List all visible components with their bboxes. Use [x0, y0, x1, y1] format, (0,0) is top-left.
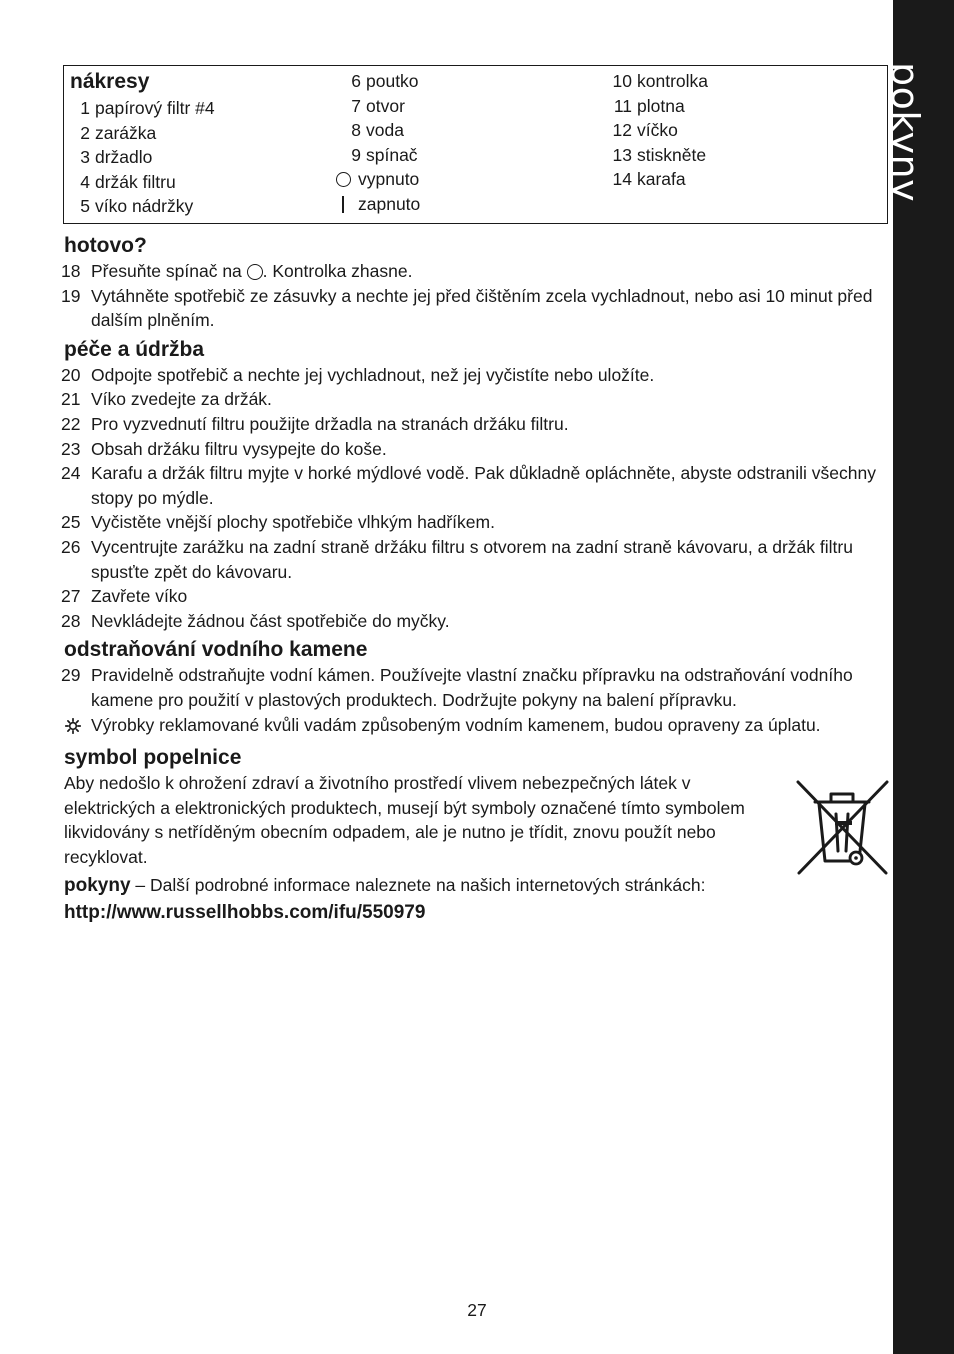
item-text: Odpojte spotřebič a nechte jej vychladnout, než jej vyčistíte nebo uložíte.	[91, 364, 655, 385]
parts-column-3	[612, 69, 708, 192]
parts-item	[612, 94, 708, 119]
list-item-29	[61, 663, 894, 712]
parts-item-label: otvor	[366, 95, 405, 116]
parts-item-label: stiskněte	[637, 144, 707, 165]
parts-item-switch-off	[341, 167, 420, 192]
recycling-paragraph: Aby nedošlo k ohrožení zdraví a životního prostředí vlivem nebezpečných látek v elektrických a elektronických produktech, musejí být symboly označené tímto symbolem likvidovány s netříděným obecním odpadem, ale je nutno je třídit, znovu použít nebo recyklovat.	[64, 773, 745, 867]
list-item-19	[61, 284, 894, 333]
parts-item-label: víčko	[637, 120, 678, 141]
item-text-after: . Kontrolka zhasne.	[262, 261, 413, 281]
parts-item-label: zarážka	[95, 122, 157, 143]
parts-item-label: poutko	[366, 71, 419, 91]
parts-item-label: víko nádržky	[95, 196, 194, 217]
item-number: 18	[61, 261, 81, 281]
list-item	[61, 609, 894, 634]
parts-item-number: 7	[351, 95, 361, 116]
parts-column-2	[341, 69, 420, 217]
more-info-url[interactable]: http://www.russellhobbs.com/ifu/550979	[64, 902, 426, 924]
parts-item-number: 11	[613, 95, 632, 116]
parts-item-switch-on	[341, 192, 420, 217]
side-tab	[893, 0, 954, 1354]
parts-item	[341, 94, 420, 119]
parts-item	[70, 121, 215, 146]
parts-item-label: papírový filtr #4	[95, 98, 215, 118]
section-title-descaling: odstraňování vodního kamene	[64, 638, 368, 662]
parts-item-number: 12	[612, 120, 632, 141]
switch-on-label: zapnuto	[358, 193, 421, 214]
parts-item	[341, 69, 420, 94]
parts-item-number: 10	[612, 71, 632, 91]
item-text-before: Přesuňte spínač na	[91, 261, 247, 281]
sun-icon	[65, 718, 81, 734]
item-number: 25	[61, 512, 81, 533]
item-number: 28	[61, 610, 81, 631]
list-item	[61, 363, 894, 388]
parts-item-number: 5	[80, 196, 90, 217]
parts-item-label: spínač	[366, 144, 418, 165]
parts-column-1	[70, 68, 215, 219]
parts-item-number: 13	[612, 144, 632, 165]
item-number: 29	[61, 665, 81, 686]
item-text: Obsah držáku filtru vysypejte do koše.	[91, 438, 387, 459]
item-number: 22	[61, 413, 81, 434]
parts-item-number: 1	[80, 98, 90, 118]
parts-item-label: držadlo	[95, 147, 153, 168]
parts-item-number: 8	[351, 120, 361, 141]
parts-item-label: voda	[366, 120, 404, 141]
switch-off-circle-icon	[336, 172, 351, 187]
switch-on-bar-icon	[342, 196, 345, 213]
list-item	[61, 387, 894, 412]
parts-item	[612, 69, 708, 94]
list-item	[61, 510, 894, 535]
parts-item-label: držák filtru	[95, 171, 176, 192]
item-number: 19	[61, 285, 81, 306]
list-item	[61, 535, 894, 584]
list-item	[61, 584, 894, 609]
parts-item	[612, 167, 708, 192]
parts-item	[70, 170, 215, 195]
section-title-care: péče a údržba	[64, 337, 205, 361]
parts-item-number: 9	[351, 144, 361, 165]
parts-item-number: 4	[80, 171, 90, 192]
parts-item	[612, 118, 708, 143]
parts-item-label: karafa	[637, 169, 686, 190]
item-text: Karafu a držák filtru myjte v horké mýdlové vodě. Pak důkladně opláchněte, abyste odstranili všechny stopy po mýdle.	[91, 463, 876, 508]
item-number: 20	[61, 364, 81, 385]
descaling-note	[64, 713, 894, 738]
item-text: Pravidelně odstraňujte vodní kámen. Používejte vlastní značku přípravku na odstraňování vodního kamene pro použití v plastových produktech. Dodržujte pokyny na balení přípravku.	[91, 665, 853, 710]
parts-item-number: 6	[351, 71, 361, 91]
more-info-label: pokyny	[64, 875, 131, 897]
item-text: Nevkládejte žádnou část spotřebiče do myčky.	[91, 610, 450, 631]
parts-diagram-box	[63, 65, 888, 224]
item-number: 26	[61, 536, 81, 557]
parts-item-label: plotna	[637, 95, 685, 116]
item-number: 27	[61, 586, 81, 607]
item-text: Zavřete víko	[91, 586, 188, 607]
item-number: 24	[61, 463, 81, 484]
parts-item-number: 3	[80, 147, 90, 168]
parts-item-number: 2	[80, 122, 90, 143]
parts-item-label: kontrolka	[637, 71, 709, 91]
note-text: Výrobky reklamované kvůli vadám způsobeným vodním kamenem, budou opraveny za úplatu.	[91, 714, 821, 735]
parts-item-number: 14	[612, 169, 632, 190]
list-item-18	[61, 259, 894, 284]
parts-item	[70, 194, 215, 219]
more-info-text: – Další podrobné informace naleznete na našich internetových stránkách:	[130, 875, 706, 896]
more-info-line	[64, 873, 894, 899]
item-text: Vycentrujte zarážku na zadní straně držáku filtru s otvorem na zadní straně kávovaru, a držák filtru spusťte zpět do kávovaru.	[91, 536, 853, 582]
parts-item	[70, 145, 215, 170]
section-title-done: hotovo?	[64, 234, 147, 257]
item-text: Víko zvedejte za držák.	[91, 389, 272, 410]
main-content	[61, 229, 894, 926]
switch-off-circle-icon	[247, 264, 263, 280]
item-text: Vyčistěte vnější plochy spotřebiče vlhkým hadříkem.	[91, 512, 495, 533]
switch-off-label: vypnuto	[358, 169, 420, 190]
side-tab-label: pokyny	[883, 62, 927, 203]
item-text: Vytáhněte spotřebič ze zásuvky a nechte jej před čištěním zcela vychladnout, nebo asi 10 minut před dalším plněním.	[91, 285, 873, 331]
item-number: 21	[61, 389, 81, 410]
list-item	[61, 461, 894, 510]
parts-item	[341, 143, 420, 168]
section-title-recycling: symbol popelnice	[64, 746, 242, 770]
list-item	[61, 437, 894, 462]
parts-item	[341, 118, 420, 143]
parts-title: nákresy	[70, 70, 150, 93]
parts-item	[70, 96, 215, 121]
parts-item	[612, 143, 708, 168]
crossed-out-bin-icon	[795, 779, 890, 877]
page-number: 27	[467, 1300, 487, 1320]
item-text: Pro vyzvednutí filtru použijte držadla na stranách držáku filtru.	[91, 413, 569, 434]
item-number: 23	[61, 438, 81, 459]
list-item	[61, 412, 894, 437]
care-list	[61, 363, 894, 634]
